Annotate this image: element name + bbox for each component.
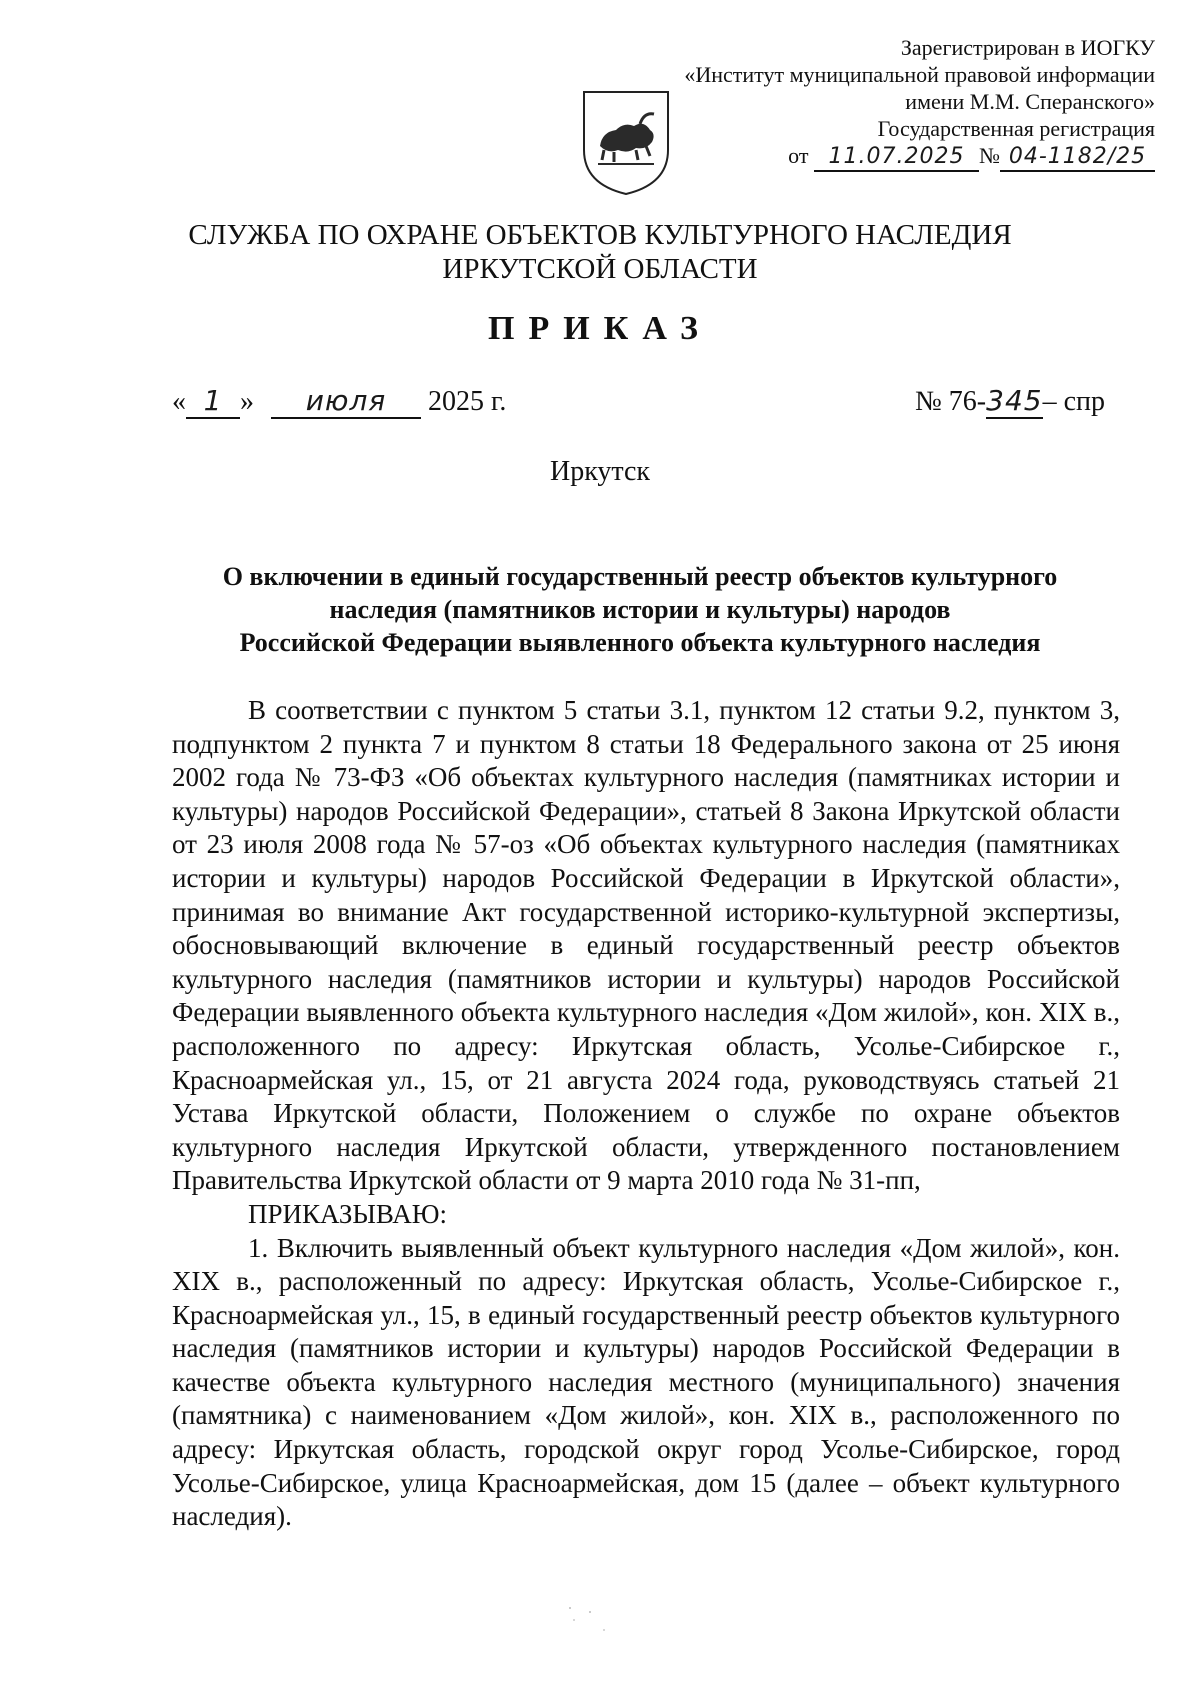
registration-number-line	[635, 142, 1155, 172]
subject-line-2: наследия (памятников истории и культуры) народов	[329, 595, 951, 624]
scan-specks	[560, 1600, 620, 1650]
registration-number-prefix: №	[979, 143, 1000, 168]
order-day-quote-close: »	[240, 386, 254, 417]
order-number-value: 345	[986, 384, 1043, 417]
order-date-number-row	[172, 384, 1105, 419]
order-number-prefix: № 76-	[915, 386, 987, 417]
registration-date: 11.07.2025	[814, 143, 979, 172]
preamble-paragraph: В соответствии с пунктом 5 статьи 3.1, пунктом 12 статьи 9.2, пунктом 3, подпунктом 2 пункта 7 и пунктом 8 статьи 18 Федерального закона от 25 июня 2002 года № 73-ФЗ «Об объектах культурного наследия (памятниках истории и культуры) народов Российской Федерации», статьей 8 Закона Иркутской области от 23 июля 2008 года № 57-оз «Об объектах культурного наследия (памятниках истории и культуры) народов Российской Федерации в Иркутской области», принимая во внимание Акт государственной историко-культурной экспертизы, обосновывающий включение в единый государственный реестр объектов культурного наследия (памятников истории и культуры) народов Российской Федерации выявленного объекта культурного наследия «Дом жилой», кон. XIX в., расположенного по адресу: Иркутская область, Усолье-Сибирское г., Красноармейская ул., 15, от 21 августа 2024 года, руководствуясь статьей 21 Устава Иркутской области, Положением о службе по охране объектов культурного наследия Иркутской области, утвержденного постановлением Правительства Иркутской области от 9 марта 2010 года № 31-пп,	[172, 695, 1120, 1196]
order-day: 1	[186, 384, 240, 419]
organization-name	[0, 218, 1200, 286]
order-month: июля	[271, 384, 421, 419]
registration-stamp	[635, 34, 1155, 172]
order-date	[172, 384, 506, 419]
subject-line-3: Российской Федерации выявленного объекта культурного наследия	[239, 628, 1041, 657]
registration-line-3: имени М.М. Сперанского»	[905, 89, 1155, 114]
order-word: ПРИКАЗЫВАЮ:	[248, 1198, 447, 1229]
order-year: 2025 г.	[428, 386, 507, 417]
order-number	[915, 384, 1105, 419]
order-body	[172, 694, 1120, 1534]
organization-line-1: СЛУЖБА ПО ОХРАНЕ ОБЪЕКТОВ КУЛЬТУРНОГО НАСЛЕДИЯ	[188, 219, 1012, 251]
registration-line-1: Зарегистрирован в ИОГКУ	[900, 35, 1155, 60]
order-subject	[160, 560, 1120, 659]
order-day-quote-open: «	[172, 386, 186, 417]
registration-date-prefix: от	[788, 143, 809, 168]
order-item-1: 1. Включить выявленный объект культурного наследия «Дом жилой», кон. XIX в., расположенный по адресу: Иркутская область, Усолье-Сибирское г., Красноармейская ул., 15, в единый государственный реестр объектов культурного наследия (памятников истории и культуры) народов Российской Федерации в качестве объекта культурного наследия местного (муниципального) значения (памятника) с наименованием «Дом жилой», кон. XIX в., расположенного по адресу: Иркутская область, городской округ город Усолье-Сибирское, город Усолье-Сибирское, улица Красноармейская, дом 15 (далее – объект культурного наследия).	[172, 1232, 1120, 1532]
order-title: ПРИКАЗ	[488, 310, 712, 347]
order-number-suffix: – спр	[1042, 386, 1105, 417]
organization-line-2: ИРКУТСКОЙ ОБЛАСТИ	[442, 253, 758, 285]
registration-line-2: «Институт муниципальной правовой информации	[684, 62, 1155, 87]
registration-line-4: Государственная регистрация	[877, 116, 1155, 141]
registration-number: 04-1182/25	[1000, 143, 1155, 172]
city: Иркутск	[549, 456, 651, 487]
subject-line-1: О включении в единый государственный реестр объектов культурного	[222, 562, 1058, 591]
coat-of-arms-icon	[580, 88, 672, 198]
